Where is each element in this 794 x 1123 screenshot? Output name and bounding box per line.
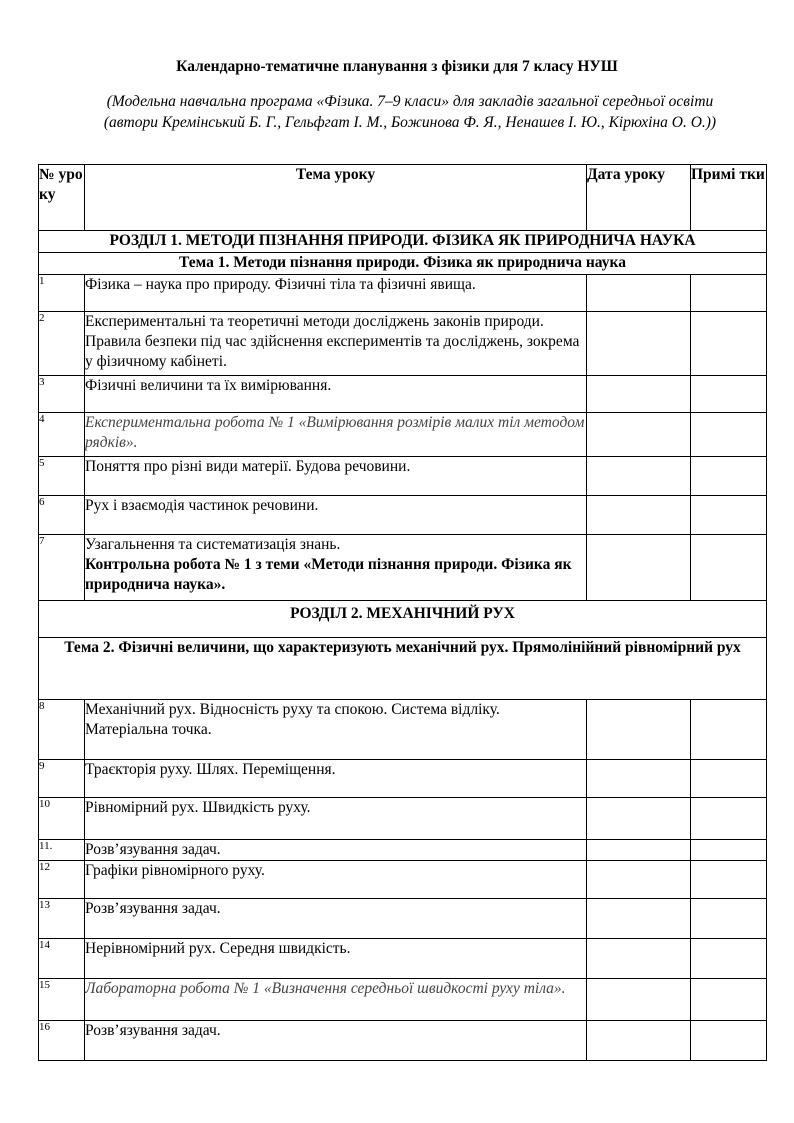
lesson-topic: Траєкторія руху. Шлях. Переміщення. — [85, 760, 587, 798]
lesson-date-cell — [587, 1021, 691, 1061]
header-lesson-topic: Тема уроку — [85, 165, 587, 231]
lesson-notes-cell — [691, 840, 767, 861]
lesson-notes-cell — [691, 798, 767, 840]
lesson-topic: Механічний рух. Відносність руху та спокою. Система відліку. Матеріальна точка. — [85, 700, 587, 760]
table-row — [39, 861, 767, 899]
lesson-date-cell — [587, 899, 691, 939]
section-heading: РОЗДІЛ 1. МЕТОДИ ПІЗНАННЯ ПРИРОДИ. ФІЗИКА ЯК ПРИРОДНИЧА НАУКА — [39, 231, 767, 253]
table-row — [39, 376, 767, 413]
lesson-topic: Рівномірний рух. Швидкість руху. — [85, 798, 587, 840]
table-row — [39, 1021, 767, 1061]
lesson-topic: Експериментальні та теоретичні методи досліджень законів природи. Правила безпеки під час здійснення експериментів та досліджень, зокрема у фізичному кабінеті. — [85, 312, 587, 376]
lesson-number: 10 — [39, 798, 85, 840]
lesson-number: 15 — [39, 979, 85, 1021]
table-row — [39, 535, 767, 601]
lesson-topic: Нерівномірний рух. Середня швидкість. — [85, 939, 587, 979]
table-row — [39, 939, 767, 979]
table-row — [39, 413, 767, 457]
lesson-number: 14 — [39, 939, 85, 979]
lesson-number: 5 — [39, 457, 85, 496]
lesson-date-cell — [587, 979, 691, 1021]
theme-heading: Тема 1. Методи пізнання природи. Фізика як природнича наука — [39, 253, 767, 275]
lesson-number: 13 — [39, 899, 85, 939]
table-row — [39, 700, 767, 760]
lesson-date-cell — [587, 760, 691, 798]
lesson-topic: Поняття про різні види матерії. Будова речовини. — [85, 457, 587, 496]
lesson-notes-cell — [691, 457, 767, 496]
lesson-number: 2 — [39, 312, 85, 376]
lesson-date-cell — [587, 535, 691, 601]
lesson-topic: Рух і взаємодія частинок речовини. — [85, 496, 587, 535]
lesson-number: 12 — [39, 861, 85, 899]
lesson-number: 11. — [39, 840, 85, 861]
lesson-notes-cell — [691, 376, 767, 413]
lesson-topic: Розв’язування задач. — [85, 1021, 587, 1061]
lesson-number: 3 — [39, 376, 85, 413]
lesson-topic: Лабораторна робота № 1 «Визначення середньої швидкості руху тіла». — [85, 979, 587, 1021]
lesson-topic — [85, 535, 587, 601]
lesson-topic: Графіки рівномірного руху. — [85, 861, 587, 899]
lesson-notes-cell — [691, 1021, 767, 1061]
lesson-date-cell — [587, 312, 691, 376]
table-row — [39, 979, 767, 1021]
table-row — [39, 275, 767, 312]
lesson-notes-cell — [691, 979, 767, 1021]
lesson-number: 9 — [39, 760, 85, 798]
lesson-date-cell — [587, 376, 691, 413]
lesson-number: 7 — [39, 535, 85, 601]
table-row — [39, 312, 767, 376]
lesson-number: 16 — [39, 1021, 85, 1061]
table-row — [39, 457, 767, 496]
lesson-date-cell — [587, 457, 691, 496]
lesson-topic: Фізика – наука про природу. Фізичні тіла та фізичні явища. — [85, 275, 587, 312]
header-lesson-date: Дата уроку — [587, 165, 691, 231]
lesson-number: 4 — [39, 413, 85, 457]
lesson-notes-cell — [691, 899, 767, 939]
document-title: Календарно-тематичне планування з фізики для 7 класу НУШ — [176, 58, 618, 75]
lesson-date-cell — [587, 861, 691, 899]
lesson-date-cell — [587, 413, 691, 457]
lesson-topic: Експериментальна робота № 1 «Вимірювання розмірів малих тіл методом рядків». — [85, 413, 587, 457]
lesson-notes-cell — [691, 312, 767, 376]
lesson-number: 8 — [39, 700, 85, 760]
table-header-row — [39, 165, 767, 231]
lesson-notes-cell — [691, 939, 767, 979]
lesson-number: 6 — [39, 496, 85, 535]
lesson-plan-table — [38, 164, 767, 1061]
lesson-notes-cell — [691, 496, 767, 535]
lesson-date-cell — [587, 798, 691, 840]
control-work-text: Контрольна робота № 1 з теми «Методи пізнання природи. Фізика як природнича наука». — [85, 556, 572, 593]
lesson-number: 1 — [39, 275, 85, 312]
lesson-topic-text: Узагальнення та систематизація знань. — [85, 536, 341, 553]
lesson-date-cell — [587, 275, 691, 312]
lesson-notes-cell — [691, 760, 767, 798]
table-row — [39, 760, 767, 798]
header-lesson-number: № уро ку — [39, 165, 85, 231]
lesson-notes-cell — [691, 700, 767, 760]
document-subtitle: (Модельна навчальна програма «Фізика. 7–9 класи» для закладів загальної середньої освіти (автори Кремінський Б. Г., Гельфгат І. М., Божинова Ф. Я., Ненашев І. Ю., Кірюхіна О. О.)) — [103, 93, 717, 131]
lesson-date-cell — [587, 840, 691, 861]
lesson-topic: Розв’язування задач. — [85, 840, 587, 861]
lesson-notes-cell — [691, 275, 767, 312]
lesson-date-cell — [587, 496, 691, 535]
lesson-notes-cell — [691, 413, 767, 457]
section-heading: РОЗДІЛ 2. МЕХАНІЧНИЙ РУХ — [39, 601, 767, 638]
table-row — [39, 496, 767, 535]
lesson-notes-cell — [691, 535, 767, 601]
lesson-notes-cell — [691, 861, 767, 899]
table-row — [39, 899, 767, 939]
table-row — [39, 798, 767, 840]
table-row — [39, 840, 767, 861]
theme-heading: Тема 2. Фізичні величини, що характеризують механічний рух. Прямолінійний рівномірний рух — [39, 638, 767, 700]
lesson-date-cell — [587, 700, 691, 760]
lesson-date-cell — [587, 939, 691, 979]
lesson-topic: Розв’язування задач. — [85, 899, 587, 939]
header-notes: Примі тки — [691, 165, 767, 231]
lesson-topic: Фізичні величини та їх вимірювання. — [85, 376, 587, 413]
